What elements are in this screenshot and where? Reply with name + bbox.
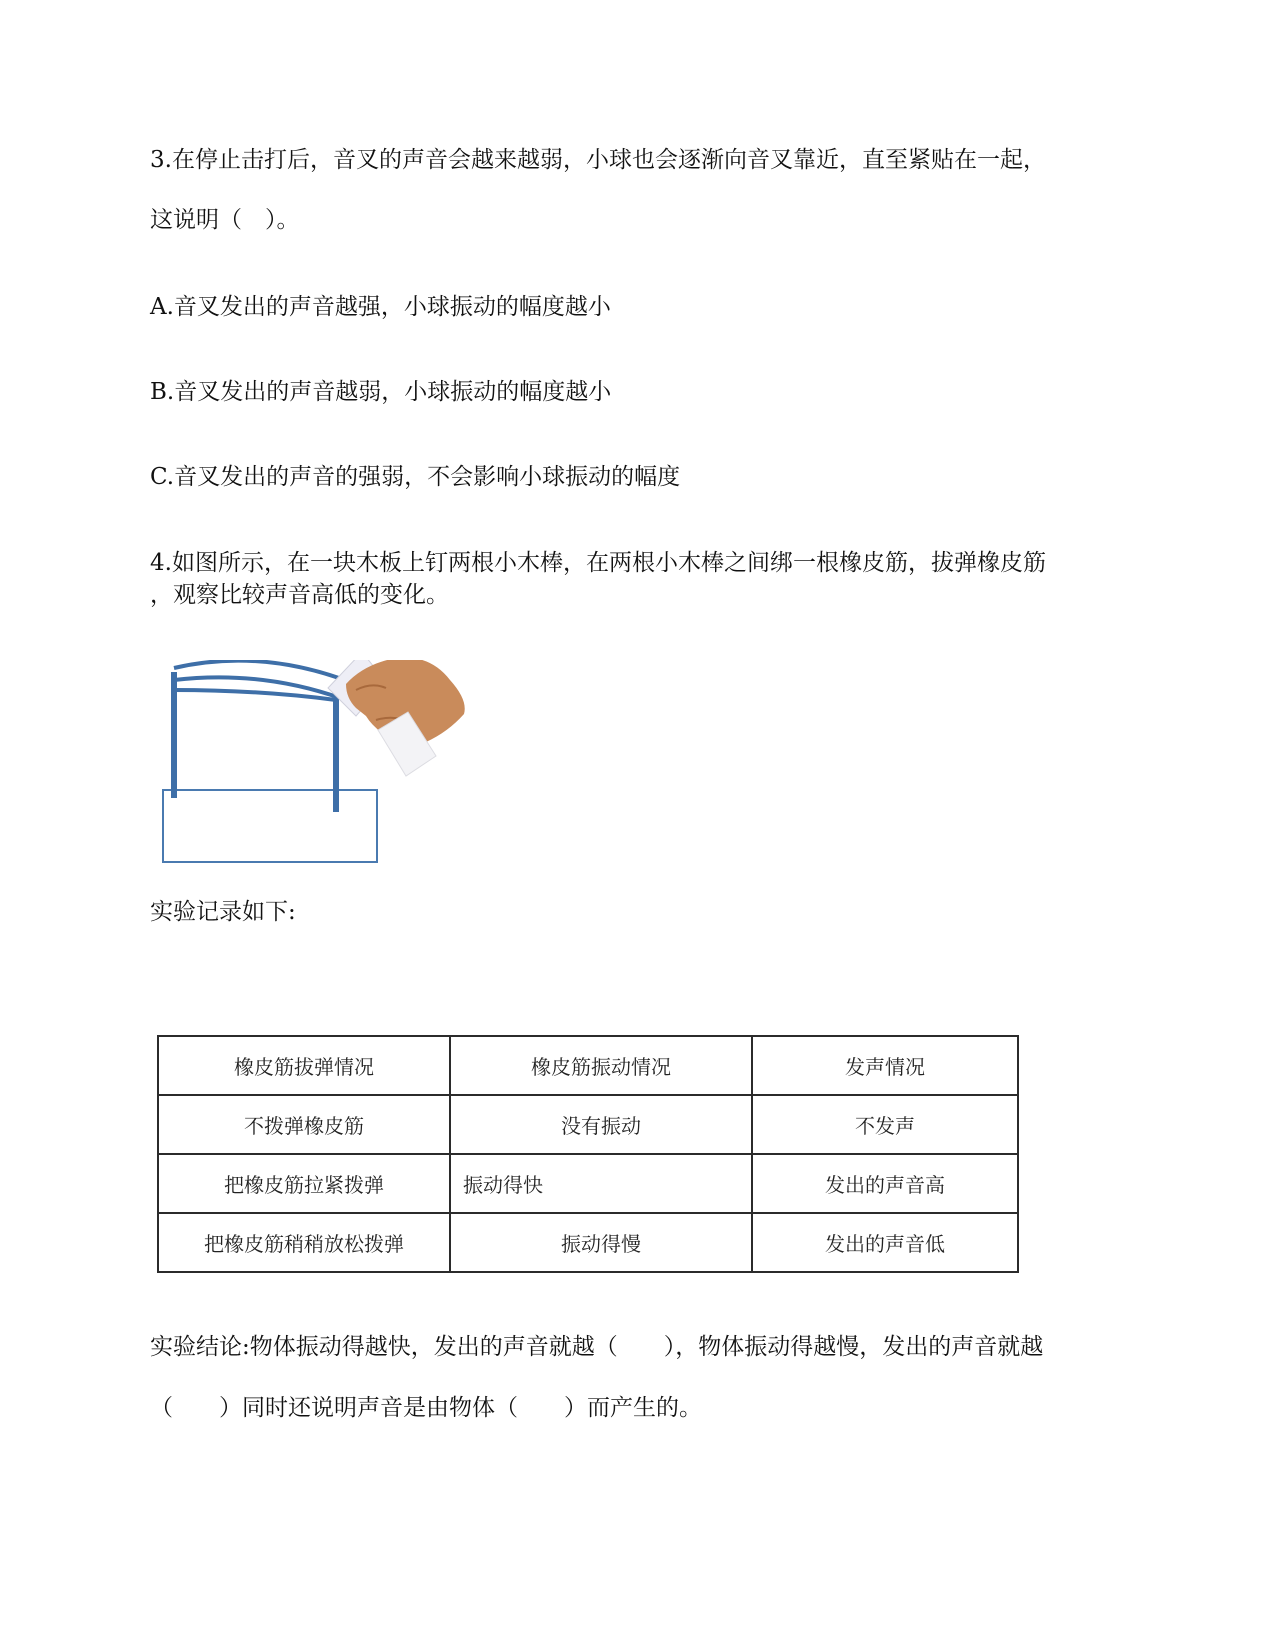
table-cell: 发出的声音低 <box>752 1213 1018 1272</box>
table-row <box>158 1213 1018 1272</box>
q4-stem-line1: 4.如图所示，在一块木板上钉两根小木棒，在两根小木棒之间绑一根橡皮筋，拔弹橡皮筋 <box>150 550 1046 576</box>
record-label: 实验记录如下: <box>150 899 296 925</box>
q4-stem-line2: ，观察比较声音高低的变化。 <box>150 582 449 608</box>
table-cell: 发出的声音高 <box>752 1154 1018 1213</box>
table-header-cell: 橡皮筋拔弹情况 <box>158 1036 450 1095</box>
table-row <box>158 1095 1018 1154</box>
experiment-record-table <box>157 1035 1019 1273</box>
table-cell: 把橡皮筋稍稍放松拨弹 <box>158 1213 450 1272</box>
table-header-cell: 橡皮筋振动情况 <box>450 1036 752 1095</box>
table-cell: 没有振动 <box>450 1095 752 1154</box>
table-cell: 振动得快 <box>450 1154 752 1213</box>
table-cell: 振动得慢 <box>450 1213 752 1272</box>
rubber-band-board-with-hand-illustration <box>150 660 490 890</box>
table-header-row <box>158 1036 1018 1095</box>
conclusion-line2: （ ）同时还说明声音是由物体（ ）而产生的。 <box>150 1395 702 1421</box>
q3-option-a: A.音叉发出的声音越强，小球振动的幅度越小 <box>150 294 611 320</box>
table-cell: 把橡皮筋拉紧拨弹 <box>158 1154 450 1213</box>
q3-option-c: C.音叉发出的声音的强弱，不会影响小球振动的幅度 <box>150 464 681 490</box>
table-cell: 不拨弹橡皮筋 <box>158 1095 450 1154</box>
conclusion-line1: 实验结论:物体振动得越快，发出的声音就越（ ），物体振动得越慢，发出的声音就越 <box>150 1334 1044 1360</box>
table-row <box>158 1154 1018 1213</box>
q3-stem-line2: 这说明（ ）。 <box>150 207 300 233</box>
table-header-cell: 发声情况 <box>752 1036 1018 1095</box>
q3-stem-line1: 3.在停止击打后，音叉的声音会越来越弱，小球也会逐渐向音叉靠近，直至紧贴在一起， <box>150 147 1046 173</box>
q3-option-b: B.音叉发出的声音越弱，小球振动的幅度越小 <box>150 379 612 405</box>
table-cell: 不发声 <box>752 1095 1018 1154</box>
